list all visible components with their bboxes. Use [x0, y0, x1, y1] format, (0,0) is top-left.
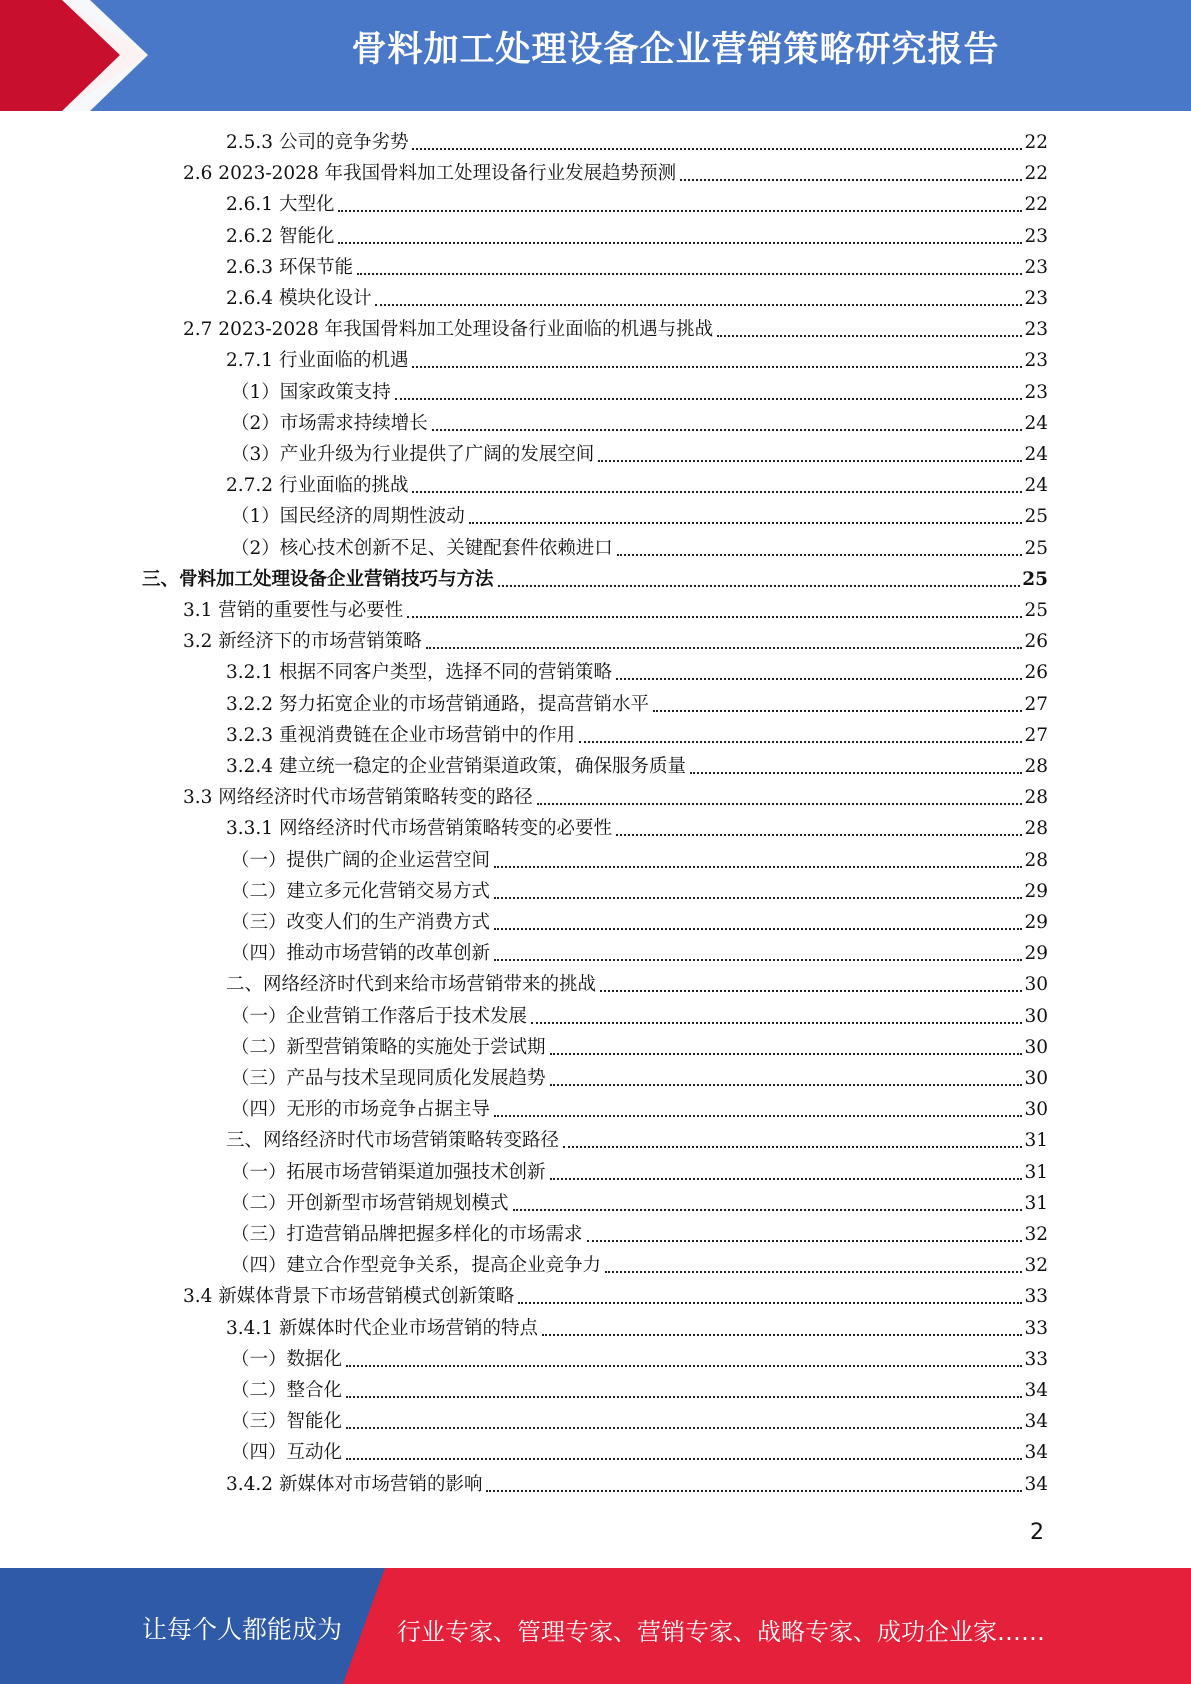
toc-leader-dots	[375, 304, 1022, 306]
toc-entry-label: 3.4.1 新媒体时代企业市场营销的特点	[226, 1317, 538, 1339]
toc-leader-dots	[690, 772, 1022, 774]
toc-leader-dots	[357, 273, 1023, 275]
toc-entry-page: 26	[1024, 631, 1048, 653]
toc-entry-label: 3.2.4 建立统一稳定的企业营销渠道政策，确保服务质量	[226, 756, 686, 777]
toc-leader-dots	[616, 678, 1022, 680]
toc-entry-page: 34	[1024, 1380, 1048, 1401]
toc-leader-dots	[616, 834, 1022, 836]
toc-leader-dots	[412, 491, 1022, 493]
toc-entry[interactable]	[231, 1094, 1048, 1122]
toc-entry-page: 34	[1024, 1473, 1048, 1495]
toc-entry[interactable]	[226, 813, 1048, 841]
toc-entry-label: （二）整合化	[231, 1380, 343, 1401]
toc-entry-label: 3.1 营销的重要性与必要性	[183, 600, 404, 621]
toc-entry-label: 2.6.3 环保节能	[226, 256, 353, 278]
toc-entry-page: 23	[1024, 319, 1048, 341]
footer-slogan-left: 让每个人都能成为	[142, 1615, 343, 1644]
toc-leader-dots	[513, 1209, 1023, 1211]
toc-leader-dots	[494, 928, 1022, 930]
toc-entry[interactable]	[226, 189, 1048, 217]
toc-entry-page: 29	[1024, 912, 1048, 933]
toc-entry[interactable]	[231, 1375, 1048, 1403]
toc-entry-page: 25	[1024, 600, 1048, 621]
toc-entry-page: 31	[1024, 1192, 1048, 1214]
toc-entry-page: 23	[1024, 225, 1048, 247]
toc-entry-label: （一）提供广阔的企业运营空间	[231, 849, 491, 871]
toc-entry-page: 25	[1024, 537, 1048, 559]
toc-entry[interactable]	[226, 221, 1048, 249]
toc-leader-dots	[338, 210, 1022, 212]
toc-leader-dots	[598, 460, 1022, 462]
toc-entry-label: （四）无形的市场竞争占据主导	[231, 1099, 491, 1121]
toc-entry[interactable]	[231, 377, 1048, 405]
toc-entry-label: （一）拓展市场营销渠道加强技术创新	[231, 1161, 546, 1183]
toc-entry[interactable]	[183, 1281, 1048, 1309]
toc-entry-label: （2）核心技术创新不足、关键配套件依赖进口	[231, 537, 613, 559]
toc-entry[interactable]	[231, 1406, 1048, 1434]
toc-entry-label: 2.7 2023-2028 年我国骨料加工处理设备行业面临的机遇与挑战	[183, 319, 714, 341]
toc-entry-page: 24	[1024, 475, 1048, 497]
toc-leader-dots	[531, 1022, 1022, 1024]
toc-leader-dots	[432, 429, 1023, 431]
toc-entry-label: （2）市场需求持续增长	[231, 412, 428, 434]
toc-leader-dots	[537, 803, 1023, 805]
toc-entry-page: 27	[1024, 693, 1048, 715]
toc-entry-label: 2.7.2 行业面临的挑战	[226, 475, 409, 497]
toc-entry[interactable]	[226, 345, 1048, 373]
toc-entry[interactable]	[226, 720, 1048, 748]
toc-entry-label: （三）智能化	[231, 1411, 343, 1433]
toc-entry-label: （三）产品与技术呈现同质化发展趋势	[231, 1068, 546, 1089]
toc-entry[interactable]	[231, 1344, 1048, 1372]
toc-entry-page: 33	[1024, 1317, 1048, 1339]
toc-entry[interactable]	[231, 1188, 1048, 1216]
toc-leader-dots	[587, 1240, 1023, 1242]
toc-entry-label: 2.6.4 模块化设计	[226, 288, 372, 309]
toc-entry[interactable]	[226, 657, 1048, 685]
toc-entry[interactable]	[231, 907, 1048, 935]
footer-slogan-right: 行业专家、管理专家、营销专家、战略专家、成功企业家……	[397, 1618, 1045, 1646]
toc-entry[interactable]	[226, 969, 1048, 997]
toc-entry-label: 三、骨料加工处理设备企业营销技巧与方法	[142, 568, 494, 590]
toc-entry[interactable]	[231, 439, 1048, 467]
toc-entry-label: 3.2 新经济下的市场营销策略	[183, 631, 422, 653]
toc-entry[interactable]	[183, 314, 1048, 342]
toc-entry-page: 23	[1024, 381, 1048, 403]
page-footer	[0, 1568, 1191, 1684]
toc-entry-page: 22	[1024, 194, 1048, 216]
toc-leader-dots	[550, 1084, 1023, 1086]
toc-entry-page: 33	[1024, 1286, 1048, 1308]
toc-leader-dots	[617, 554, 1023, 556]
toc-entry-page: 22	[1024, 163, 1048, 185]
toc-entry-page: 31	[1024, 1130, 1048, 1152]
toc-leader-dots	[653, 710, 1022, 712]
page-number: 2	[1030, 1520, 1044, 1545]
toc-leader-dots	[680, 179, 1022, 181]
toc-entry-page: 34	[1024, 1442, 1048, 1464]
toc-entry[interactable]	[231, 876, 1048, 904]
toc-entry[interactable]	[231, 1437, 1048, 1465]
toc-leader-dots	[550, 1053, 1023, 1055]
toc-leader-dots	[346, 1396, 1022, 1398]
toc-entry[interactable]	[183, 782, 1048, 810]
toc-entry-label: 2.6.2 智能化	[226, 225, 335, 247]
toc-entry[interactable]	[226, 283, 1048, 311]
toc-leader-dots	[346, 1365, 1022, 1367]
toc-entry[interactable]	[226, 1313, 1048, 1341]
toc-entry[interactable]	[231, 1157, 1048, 1185]
toc-entry[interactable]	[226, 470, 1048, 498]
toc-entry-label: （四）互动化	[231, 1442, 343, 1464]
toc-leader-dots	[426, 647, 1023, 649]
toc-entry-label: 3.2.2 努力拓宽企业的市场营销通路，提高营销水平	[226, 693, 649, 715]
toc-entry[interactable]	[142, 564, 1048, 592]
toc-leader-dots	[518, 1302, 1022, 1304]
toc-leader-dots	[579, 741, 1022, 743]
toc-entry[interactable]	[231, 1219, 1048, 1247]
toc-entry[interactable]	[231, 501, 1048, 529]
toc-entry-page: 30	[1024, 1068, 1048, 1089]
toc-entry-page: 30	[1024, 1036, 1048, 1058]
toc-entry-label: （1）国家政策支持	[231, 381, 391, 403]
toc-leader-dots	[605, 1271, 1022, 1273]
toc-entry-label: 3.3.1 网络经济时代市场营销策略转变的必要性	[226, 818, 612, 840]
toc-entry-page: 25	[1024, 506, 1048, 528]
toc-entry[interactable]	[226, 1469, 1048, 1497]
toc-leader-dots	[542, 1334, 1022, 1336]
toc-entry[interactable]	[231, 938, 1048, 966]
toc-leader-dots	[486, 1490, 1022, 1492]
toc-entry-page: 26	[1024, 662, 1048, 684]
toc-entry-label: 3.3 网络经济时代市场营销策略转变的路径	[183, 787, 533, 809]
toc-entry-page: 30	[1024, 1099, 1048, 1121]
toc-entry[interactable]	[226, 252, 1048, 280]
toc-entry[interactable]	[231, 408, 1048, 436]
toc-entry-label: 3.4.2 新媒体对市场营销的影响	[226, 1473, 483, 1495]
toc-entry[interactable]	[231, 533, 1048, 561]
toc-entry-page: 29	[1024, 880, 1048, 902]
toc-entry-page: 25	[1022, 568, 1048, 590]
toc-entry-label: 3.2.1 根据不同客户类型，选择不同的营销策略	[226, 662, 612, 684]
toc-leader-dots	[498, 585, 1021, 587]
toc-entry-page: 34	[1024, 1411, 1048, 1433]
toc-entry[interactable]	[226, 127, 1048, 155]
toc-leader-dots	[412, 148, 1022, 150]
toc-leader-dots	[563, 1146, 1022, 1148]
toc-leader-dots	[717, 335, 1022, 337]
toc-leader-dots	[494, 897, 1022, 899]
toc-entry-page: 32	[1024, 1224, 1048, 1245]
toc-leader-dots	[494, 1115, 1022, 1117]
toc-entry-label: 三、网络经济时代市场营销策略转变路径	[226, 1130, 560, 1152]
toc-entry-label: （三）打造营销品牌把握多样化的市场需求	[231, 1224, 583, 1245]
toc-entry-page: 23	[1024, 350, 1048, 372]
toc-entry-page: 27	[1024, 724, 1048, 746]
toc-entry-label: 2.6 2023-2028 年我国骨料加工处理设备行业发展趋势预测	[183, 163, 677, 185]
toc-leader-dots	[600, 990, 1022, 992]
toc-entry[interactable]	[231, 845, 1048, 873]
toc-entry-label: （四）推动市场营销的改革创新	[231, 943, 491, 965]
toc-entry-page: 32	[1024, 1255, 1048, 1277]
toc-entry-label: （二）开创新型市场营销规划模式	[231, 1192, 509, 1214]
toc-entry-page: 30	[1024, 974, 1048, 996]
toc-entry-label: （3）产业升级为行业提供了广阔的发展空间	[231, 444, 595, 465]
toc-entry-label: （三）改变人们的生产消费方式	[231, 912, 491, 933]
toc-leader-dots	[407, 616, 1022, 618]
toc-entry[interactable]	[183, 595, 1048, 623]
toc-leader-dots	[338, 242, 1022, 244]
toc-entry[interactable]	[226, 751, 1048, 779]
toc-leader-dots	[395, 398, 1023, 400]
toc-entry-page: 23	[1024, 288, 1048, 309]
toc-entry[interactable]	[231, 1001, 1048, 1029]
toc-entry-page: 24	[1024, 412, 1048, 434]
toc-entry-label: 2.6.1 大型化	[226, 194, 335, 216]
toc-leader-dots	[346, 1427, 1022, 1429]
toc-entry-label: （二）新型营销策略的实施处于尝试期	[231, 1036, 546, 1058]
toc-entry-label: （二）建立多元化营销交易方式	[231, 880, 491, 902]
toc-entry[interactable]	[183, 626, 1048, 654]
toc-entry-page: 24	[1024, 444, 1048, 465]
toc-entry-page: 28	[1024, 849, 1048, 871]
toc-entry-page: 28	[1024, 787, 1048, 809]
toc-entry[interactable]	[226, 1125, 1048, 1153]
toc-entry-label: （1）国民经济的周期性波动	[231, 506, 465, 528]
toc-entry-label: 二、网络经济时代到来给市场营销带来的挑战	[226, 974, 597, 996]
toc-entry[interactable]	[231, 1063, 1048, 1091]
toc-leader-dots	[469, 522, 1023, 524]
toc-entry-label: 3.4 新媒体背景下市场营销模式创新策略	[183, 1286, 515, 1308]
toc-leader-dots	[494, 959, 1022, 961]
toc-entry-page: 31	[1024, 1161, 1048, 1183]
toc-entry-page: 33	[1024, 1348, 1048, 1370]
toc-entry-page: 30	[1024, 1005, 1048, 1027]
toc-entry-page: 28	[1024, 756, 1048, 777]
toc-entry-label: 2.7.1 行业面临的机遇	[226, 350, 409, 372]
toc-entry-label: 3.2.3 重视消费链在企业市场营销中的作用	[226, 724, 575, 746]
toc-entry-label: 2.5.3 公司的竞争劣势	[226, 132, 409, 153]
toc-entry[interactable]	[231, 1250, 1048, 1278]
toc-entry-page: 23	[1024, 256, 1048, 278]
toc-entry[interactable]	[231, 1032, 1048, 1060]
toc-entry-page: 22	[1024, 132, 1048, 153]
toc-leader-dots	[494, 866, 1022, 868]
toc-leader-dots	[550, 1178, 1023, 1180]
toc-entry-label: （一）企业营销工作落后于技术发展	[231, 1005, 528, 1027]
document-title: 骨料加工处理设备企业营销策略研究报告	[351, 30, 1000, 70]
toc-entry-label: （一）数据化	[231, 1348, 343, 1370]
toc-entry[interactable]	[226, 689, 1048, 717]
toc-entry-page: 28	[1024, 818, 1048, 840]
toc-entry-label: （四）建立合作型竞争关系，提高企业竞争力	[231, 1255, 602, 1277]
toc-leader-dots	[412, 366, 1022, 368]
toc-entry-page: 29	[1024, 943, 1048, 965]
toc-entry[interactable]	[183, 158, 1048, 186]
page-header	[0, 0, 1191, 111]
toc-leader-dots	[346, 1458, 1022, 1460]
